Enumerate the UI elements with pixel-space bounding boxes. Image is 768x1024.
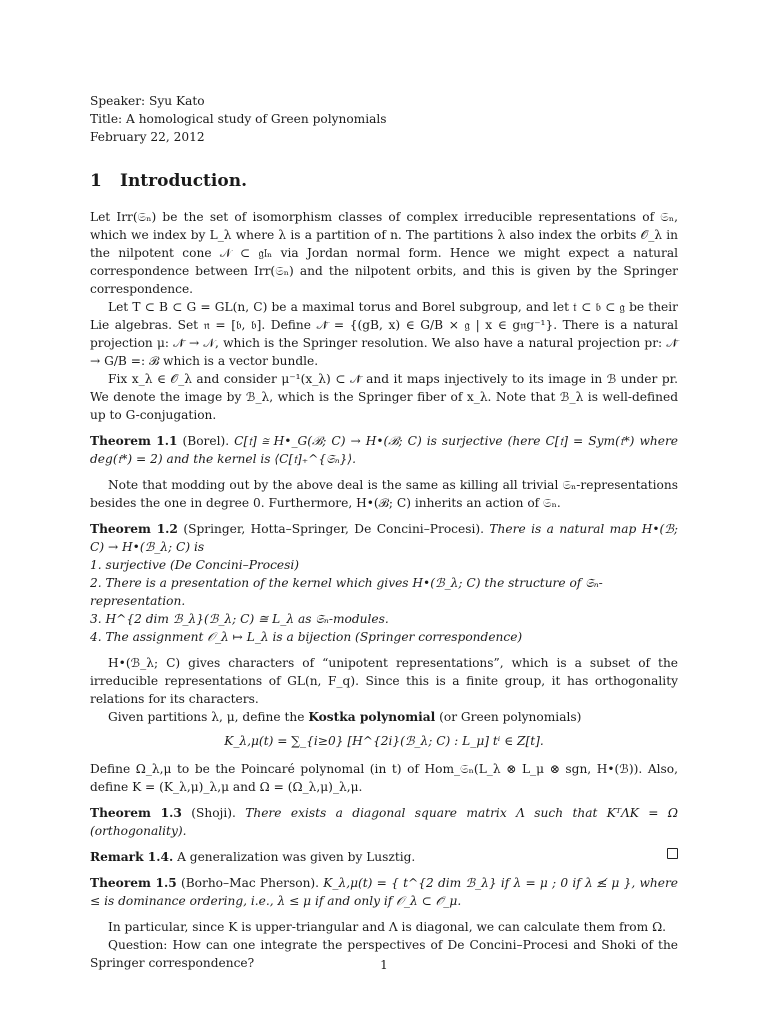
paragraph-springer-resolution: Let T ⊂ B ⊂ G = GL(n, C) be a maximal torus and Borel subgroup, and let 𝔱 ⊂ 𝔟 ⊂ 𝔤 be their Lie algebras. Set 𝔫 = [𝔟, 𝔟]. Define 𝒩̃ = {(gB, x) ∈ G/B × 𝔤 | x ∈ g𝔫g⁻¹}. There is a natural projection μ: 𝒩̃ → 𝒩, which is the Springer resolution. We also have a natural projection pr: 𝒩̃ → G/B =: ℬ which is a vector bundle. (90, 300, 678, 368)
paper-page (90, 92, 678, 972)
theorem-1-2 (90, 520, 678, 556)
theorem-body: There exists a diagonal square matrix Λ such that KᵀΛK = Ω (orthogonality). (90, 806, 678, 838)
paragraph-omega-def: Define Ω_λ,μ to be the Poincaré polynomal (in t) of Hom_𝔖ₙ(L_λ ⊗ L_μ ⊗ sgn, H•(ℬ)). Also, define K = (K_λ,μ)_λ,μ and Ω = (Ω_λ,μ)_λ,μ. (90, 762, 678, 794)
text-span: (or Green polynomials) (435, 710, 582, 724)
list-item: 3. H^{2 dim ℬ_λ}(ℬ_λ; C) ≅ L_λ as 𝔖ₙ-modules. (90, 612, 389, 626)
paragraph-in-particular: In particular, since K is upper-triangular and Λ is diagonal, we can calculate them from Ω. (108, 920, 667, 934)
section-number: 1 (90, 171, 102, 191)
paragraph-kostka-def (90, 708, 678, 726)
theorem-1-2-list (90, 556, 678, 646)
speaker-line: Speaker: Syu Kato (90, 94, 205, 108)
section-heading (90, 170, 678, 192)
theorem-label: Theorem 1.1 (90, 434, 178, 448)
text-span: Given partitions λ, μ, define the (108, 710, 309, 724)
list-item: 2. There is a presentation of the kernel which gives H•(ℬ_λ; C) the structure of 𝔖ₙ-representation. (90, 576, 603, 608)
paragraph-springer-fiber: Fix x_λ ∈ 𝒪_λ and consider μ⁻¹(x_λ) ⊂ 𝒩̃ and it maps injectively to its image in ℬ under pr. We denote the image by ℬ_λ, which is the Springer fiber of x_λ. Note that ℬ_λ is well-defined up to G-conjugation. (90, 372, 678, 422)
remark-body: A generalization was given by Lusztig. (173, 850, 416, 864)
theorem-label: Theorem 1.2 (90, 522, 178, 536)
theorem-1-1 (90, 432, 678, 468)
theorem-label: Theorem 1.5 (90, 876, 177, 890)
theorem-attribution: (Borel). (177, 434, 235, 448)
theorem-body: K_λ,μ(t) = { t^{2 dim ℬ_λ} if λ = μ ; 0 if λ ≰ μ }, where ≤ is dominance ordering, i.e., λ ≤ μ if and only if 𝒪_λ ⊂ 𝒪̄_μ. (90, 876, 678, 908)
theorem-1-5 (90, 874, 678, 910)
list-item: 1. surjective (De Concini–Procesi) (90, 558, 300, 572)
list-item: 4. The assignment 𝒪_λ ↦ L_λ is a bijection (Springer correspondence) (90, 630, 523, 644)
theorem-1-3 (90, 804, 678, 840)
remark-1-4 (90, 848, 678, 866)
page-number: 1 (380, 958, 388, 972)
theorem-attribution: (Shoji). (181, 806, 246, 820)
kostka-formula: K_λ,μ(t) = ∑_{i≥0} [H^{2i}(ℬ_λ; C) : L_μ] tⁱ ∈ Z[t]. (224, 734, 544, 748)
kostka-term: Kostka polynomial (308, 710, 436, 724)
theorem-body: C[𝔱] ≅ H•_G(ℬ; C) → H•(ℬ; C) is surjective (here C[𝔱] = Sym(𝔱*) where deg(𝔱*) = 2) and the kernel is ⟨C[𝔱]₊^{𝔖ₙ}⟩. (90, 434, 678, 466)
talk-header (90, 92, 678, 146)
title-line: Title: A homological study of Green polynomials (90, 112, 387, 126)
remark-label: Remark 1.4. (90, 850, 174, 864)
paragraph-intro: Let Irr(𝔖ₙ) be the set of isomorphism classes of complex irreducible representations of 𝔖ₙ, which we index by L_λ where λ is a partition of n. The partitions λ also index the orbits 𝒪_λ in the nilpotent cone 𝒩 ⊂ 𝔤𝔩ₙ via Jordan normal form. Hence we might expect a natural correspondence between Irr(𝔖ₙ) and the nilpotent orbits, and this is given by the Springer correspondence. (90, 210, 678, 296)
paragraph-modding-out: Note that modding out by the above deal is the same as killing all trivial 𝔖ₙ-representations besides the one in degree 0. Furthermore, H•(ℬ; C) inherits an action of 𝔖ₙ. (90, 478, 678, 510)
section-title: Introduction. (120, 171, 247, 191)
theorem-label: Theorem 1.3 (90, 806, 182, 820)
theorem-body: There is a natural map H•(ℬ; C) → H•(ℬ_λ; C) is (90, 522, 678, 554)
paragraph-question: Question: How can one integrate the perspectives of De Concini–Procesi and Shoki of the Springer correspondence? (90, 938, 678, 970)
date-line: February 22, 2012 (90, 130, 205, 144)
qed-square-icon (667, 848, 678, 859)
paragraph-unipotent: H•(ℬ_λ; C) gives characters of “unipotent representations”, which is a subset of the irreducible representations of GL(n, F_q). Since this is a finite group, it has orthogonality relations for its characters. (90, 656, 678, 706)
theorem-attribution: (Borho–Mac Pherson). (176, 876, 324, 890)
theorem-attribution: (Springer, Hotta–Springer, De Concini–Procesi). (177, 522, 490, 536)
